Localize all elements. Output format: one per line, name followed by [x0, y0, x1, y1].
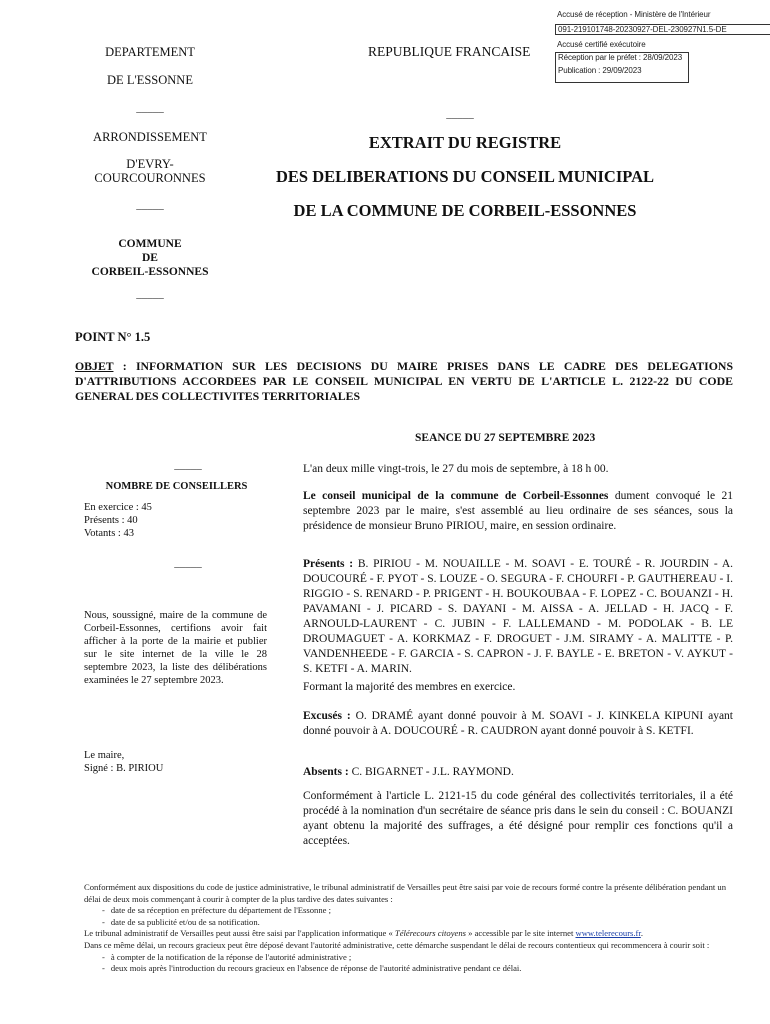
secretaire-paragraph: Conformément à l'article L. 2121-15 du code général des collectivités territoriales, il a été procédé à la nomination d'un secrétaire de séance pris dans le sein du conseil : C. BOUANZI ayant obtenu la majorité des suffrages, a été désigné pour remplir ces fonctions qu'il a acceptées.	[303, 790, 733, 847]
footer-gracieux-deux-mois: - deux mois après l'introduction du recours gracieux en l'absence de réponse de l'autorité administrative pendant ce délai.	[112, 963, 734, 975]
certification-text: Nous, soussigné, maire de la commune de Corbeil-Essonnes, certifions avoir fait afficher à la porte de la mairie et publier sur le site internet de la ville le 28 septembre 2023, la liste des délibérations examinées le 27 septembre 2023.	[84, 610, 267, 686]
footer-date-reception: - date de sa réception en préfecture du département de l'Essonne ;	[112, 905, 734, 917]
sidebar-separator-2: _____	[174, 557, 202, 569]
arrondissement-line2: D'EVRY-	[126, 157, 174, 171]
republique-francaise: REPUBLIQUE FRANCAISE	[368, 44, 531, 59]
stamp-reception-date: Réception par le préfet : 28/09/2023	[558, 53, 683, 62]
registre-title-line3: DE LA COMMUNE DE CORBEIL-ESSONNES	[293, 201, 637, 220]
footer-gracieux-list	[84, 952, 734, 975]
majorite-text: Formant la majorité des membres en exercice.	[303, 681, 516, 693]
intro-date: L'an deux mille vingt-trois, le 27 du mois de septembre, à 18 h 00.	[303, 463, 609, 475]
footer-telerecours-mid: » accessible par le site internet	[465, 928, 576, 939]
footer-recours-gracieux: Dans ce même délai, un recours gracieux peut être déposé devant l'autorité administrative, cette démarche suspendant le délai de recours contentieux qui recommencera à courir soit :	[84, 939, 710, 950]
footer-gracieux-notification: - à compter de la notification de la réponse de l'autorité administrative ;	[112, 952, 734, 964]
conseillers-presents: Présents : 40	[84, 515, 138, 526]
registre-title-line2: DES DELIBERATIONS DU CONSEIL MUNICIPAL	[275, 167, 655, 186]
stamp-dates-box	[555, 52, 689, 83]
dept-line1: DEPARTEMENT	[105, 45, 195, 59]
presents-label: Présents :	[303, 558, 354, 570]
footer-telerecours-start: Le tribunal administratif de Versailles peut aussi être saisi par l'application informatique «	[84, 928, 395, 939]
conseillers-exercice: En exercice : 45	[84, 502, 152, 513]
excuses-paragraph	[303, 709, 733, 739]
footer-date-publicite: - date de sa publicité et/ou de sa notification.	[112, 917, 734, 929]
telerecours-link[interactable]: www.telerecours.fr	[575, 928, 641, 939]
absents-label: Absents :	[303, 766, 349, 778]
seance-date: SEANCE DU 27 SEPTEMBRE 2023	[415, 432, 596, 444]
registre-title-line1: EXTRAIT DU REGISTRE	[368, 133, 562, 152]
stamp-certified-line: Accusé certifié exécutoire	[557, 40, 646, 49]
maire-signature: Signé : B. PIRIOU	[84, 763, 164, 774]
footer-telerecours-end: .	[640, 928, 643, 939]
maire-label: Le maire,	[84, 750, 125, 761]
conseil-paragraph	[303, 489, 733, 534]
stamp-publication-date: Publication : 29/09/2023	[558, 66, 642, 75]
left-separator-3: _____	[136, 288, 164, 300]
commune-line2: DE	[142, 252, 158, 264]
arrondissement-line3: COURCOURONNES	[94, 171, 206, 185]
stamp-ack-line: Accusé de réception - Ministère de l'Intérieur	[557, 10, 711, 19]
conseil-rest: dument convoqué le 21 septembre 2023 par le maire, s'est assemblé au lieu ordinaire de ses séances, sous la présidence de monsieur Bruno PIRIOU, maire, en session ordinaire.	[303, 490, 733, 532]
presents-list: B. PIRIOU - M. NOUAILLE - M. SOAVI - E. TOURÉ - R. JOURDIN - A. DOUCOURÉ - F. PYOT - S. LOUZE - O. SEGURA - F. CHOURFI - P. GAUTHEREAU - I. RIGGIO - S. RENARD - P. PRIGENT - H. BOUKOUBAA - F. LOPEZ - C. BOUANZI - H. PAVAMANI - J. PICARD - S. DAYANI - M. AISSA - A. JELLAD - H. JACQ - F. ARNOULD-LAURENT - C. JUBIN - F. LALLEMAND - M. PODOLAK - B. LE DROUMAGUET - A. KORKMAZ - F. DROGUET - J.M. SIRAMY - A. MALITTE - P. VANDENHEEDE - F. GARCIA - S. CAPRON - J. F. BAYLE - E. BRETON - V. AYKUT - S. KETFI - A. MARIN.	[303, 558, 733, 675]
stamp-ack-id: 091-219101748-20230927-DEL-230927N1.5-DE	[555, 24, 770, 35]
presents-paragraph	[303, 557, 733, 677]
conseillers-votants: Votants : 43	[84, 528, 134, 539]
left-separator-2: _____	[136, 199, 164, 211]
left-separator-1: _____	[136, 102, 164, 114]
footer-recours-intro: Conformément aux dispositions du code de justice administrative, le tribunal administratif de Versailles peut être saisi par voie de recours formé contre la présente délibération pendant un délai de deux mois commençant à courir à compter de la plus tardive des dates suivantes :	[84, 882, 727, 904]
absents-text: C. BIGARNET - J.L. RAYMOND.	[348, 766, 514, 778]
commune-line1: COMMUNE	[118, 238, 182, 250]
commune-line3: CORBEIL-ESSONNES	[91, 266, 209, 278]
nombre-conseillers-title: NOMBRE DE CONSEILLERS	[105, 481, 248, 492]
sidebar-separator-1: _____	[174, 459, 202, 471]
footer-dates-list	[84, 905, 734, 928]
right-separator: _____	[446, 108, 474, 120]
excuses-text: O. DRAMÉ ayant donné pouvoir à M. SOAVI - J. KINKELA KIPUNI ayant donné pouvoir à A. DOUCOURÉ - R. CAUDRON ayant donné pouvoir à S. KETFI.	[303, 710, 733, 737]
excuses-label: Excusés :	[303, 710, 351, 722]
conseil-bold: Le conseil municipal de la commune de Corbeil-Essonnes	[303, 490, 609, 502]
legal-footer	[84, 882, 734, 975]
objet-colon: :	[113, 359, 136, 373]
objet-text: INFORMATION SUR LES DECISIONS DU MAIRE PRISES DANS LE CADRE DES DELEGATIONS D'ATTRIBUTIONS ACCORDEES PAR LE CONSEIL MUNICIPAL EN VERTU DE L'ARTICLE L. 2122-22 DU CODE GENERAL DES COLLECTIVITES TERRITORIALES	[75, 359, 734, 403]
objet-label: OBJET	[75, 359, 114, 373]
objet-block	[75, 359, 733, 404]
footer-telerecours	[84, 928, 734, 940]
absents-paragraph	[303, 765, 733, 780]
arrondissement-line1: ARRONDISSEMENT	[93, 130, 207, 144]
point-number: POINT N° 1.5	[75, 330, 151, 344]
footer-telerecours-app: Télérecours citoyens	[394, 928, 466, 939]
dept-line2: DE L'ESSONNE	[107, 73, 193, 87]
